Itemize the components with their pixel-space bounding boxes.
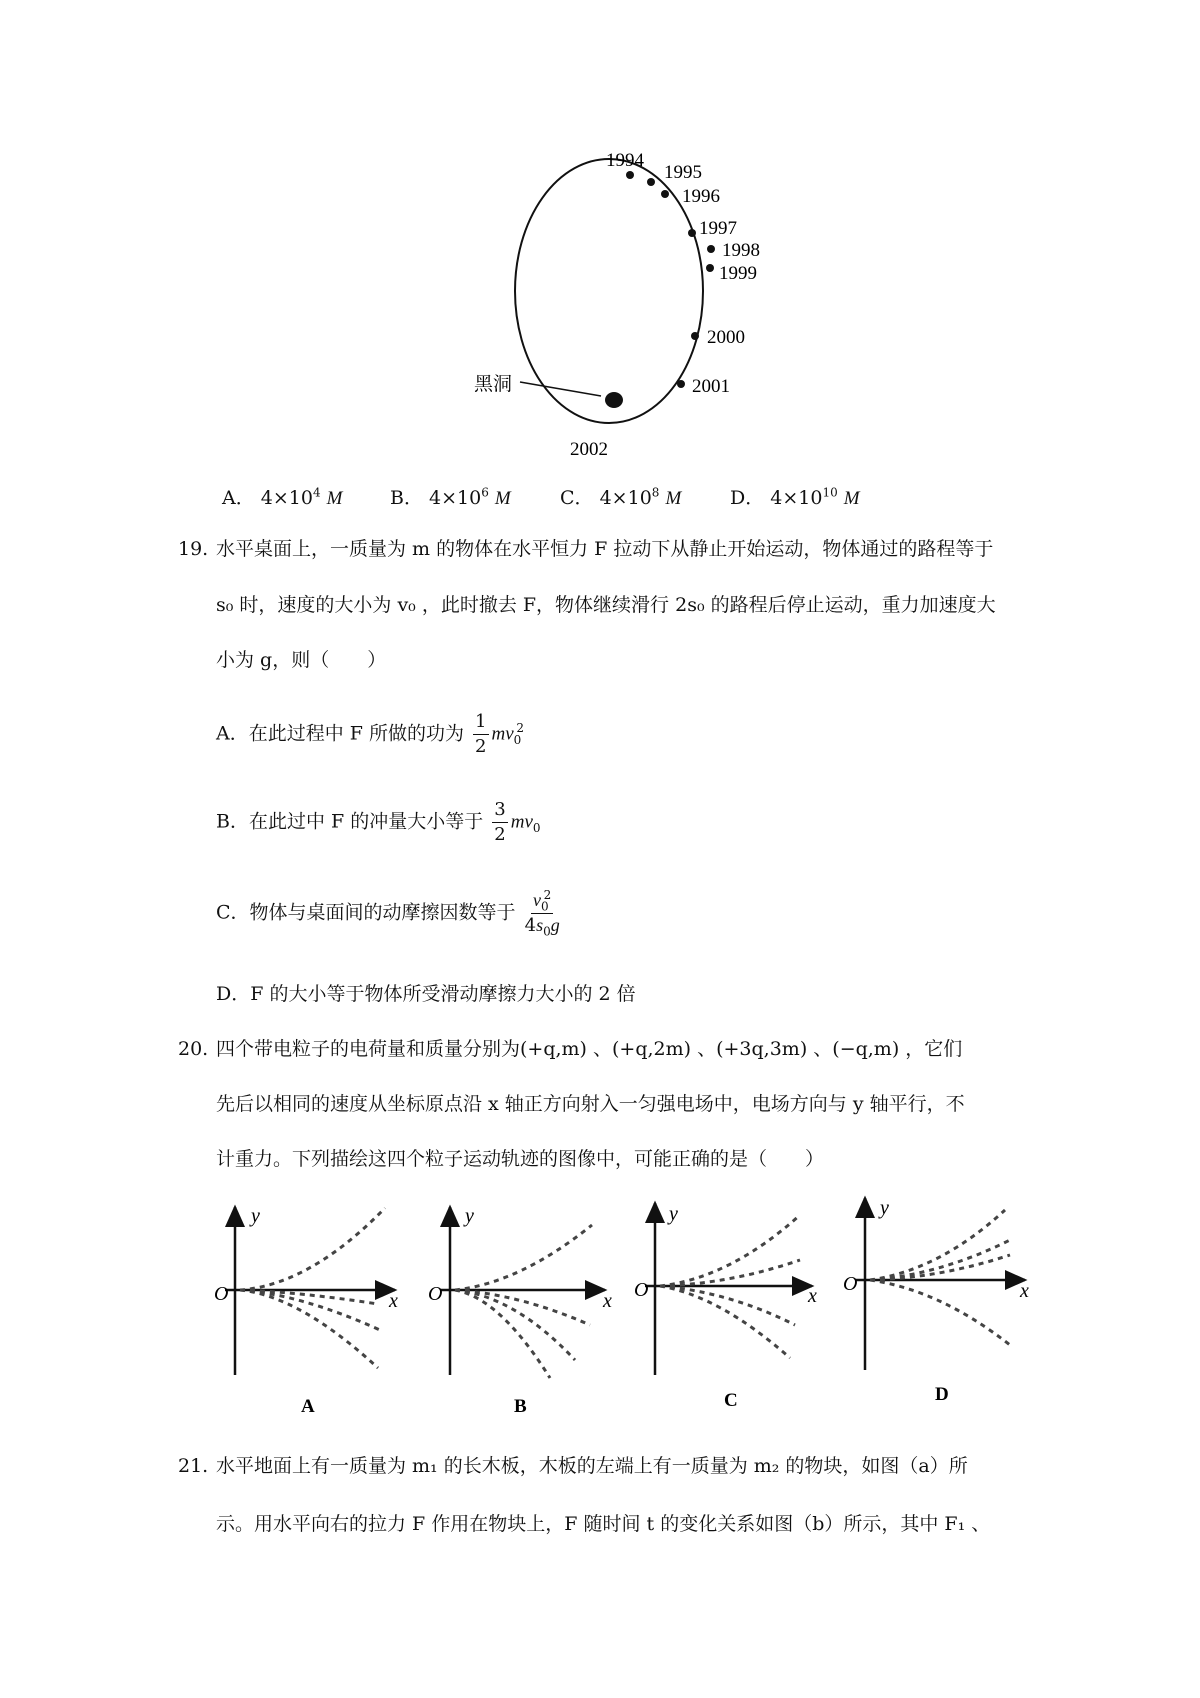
question-number: 21. [178, 1455, 209, 1477]
option-text: F 的大小等于物体所受滑动摩擦力大小的 2 倍 [250, 983, 636, 1005]
x-axis-label: x [389, 1290, 398, 1312]
question-text: 先后以相同的速度从坐标原点沿 x 轴正方向射入一匀强电场中，电场方向与 y 轴平行，不 [216, 1093, 965, 1115]
question-number: 20. [178, 1038, 209, 1060]
option-label: D． [216, 983, 251, 1005]
panel-b[interactable] [428, 1205, 612, 1417]
x-axis-label: x [603, 1290, 612, 1312]
origin-label: O [214, 1283, 229, 1305]
option-coef: 4×10 [599, 487, 652, 509]
question-text: 小为 g，则（ ） [216, 649, 387, 671]
q21-line-2 [216, 1515, 990, 1534]
option-label: C． [560, 487, 594, 509]
option-exp: 8 [651, 485, 660, 500]
option-unit: M [665, 488, 682, 509]
year-label: 1995 [664, 162, 702, 183]
option-label: B． [216, 810, 249, 833]
year-label: 1994 [606, 150, 644, 171]
origin-label: O [634, 1279, 649, 1301]
fraction-three-half: $\frac{3}{2}$ [494, 799, 506, 845]
year-label: 2002 [570, 439, 608, 460]
black-hole-label: 黑洞 [474, 374, 513, 395]
option-exp: 10 [822, 485, 838, 500]
origin-label: O [428, 1283, 443, 1305]
question-text: 计重力。下列描绘这四个粒子运动轨迹的图像中，可能正确的是（ ） [216, 1148, 825, 1170]
question-text: 水平桌面上，一质量为 m 的物体在水平恒力 F 拉动下从静止开始运动，物体通过的路程等于 [216, 538, 994, 560]
panel-c[interactable] [634, 1203, 817, 1411]
option-unit: M [326, 488, 343, 509]
question-text: 示。用水平向右的拉力 F 作用在物块上，F 随时间 t 的变化关系如图（b）所示，其中 F₁ 、 [216, 1513, 991, 1535]
option-coef: 4×10 [260, 487, 313, 509]
option-label: A． [222, 487, 255, 509]
fraction-friction-coefficient: $\frac{v_0^2}{4s_0g}$ [524, 888, 560, 939]
panel-d[interactable] [843, 1197, 1029, 1405]
fraction-one-half: $\frac{1}{2}$ [475, 711, 487, 757]
option-text: 物体与桌面间的动摩擦因数等于 [249, 901, 516, 924]
option-label: D． [730, 487, 765, 509]
question-text: s₀ 时，速度的大小为 v₀ ，此时撤去 F，物体继续滑行 2s₀ 的路程后停止运动，重力加速度大 [216, 594, 996, 616]
y-axis-label: y [251, 1205, 260, 1227]
origin-label: O [843, 1273, 858, 1295]
panel-a[interactable] [214, 1205, 398, 1417]
year-label: 1997 [699, 218, 737, 239]
year-label: 2000 [707, 327, 745, 348]
question-text: 四个带电粒子的电荷量和质量分别为(+q,m) 、(+q,2m) 、(+3q,3m) 、(−q,m) ，它们 [216, 1038, 963, 1060]
option-label: A． [216, 722, 249, 745]
option-label: B． [390, 487, 423, 509]
q19-option-a[interactable]: A．在此过程中 F 所做的功为 $\frac{1}{2}$ $mv_0^2$ [216, 711, 524, 757]
year-label: 1999 [719, 263, 757, 284]
q21-line-1 [178, 1457, 968, 1476]
year-label: 1998 [722, 240, 760, 261]
option-exp: 6 [481, 485, 489, 500]
year-label: 1996 [682, 186, 720, 207]
option-unit: M [494, 488, 511, 509]
year-label: 2001 [692, 376, 730, 397]
q19-option-b[interactable]: B．在此过中 F 的冲量大小等于 $\frac{3}{2}$ $mv_0$ [216, 799, 541, 845]
y-axis-label: y [465, 1205, 474, 1227]
question-number: 19. [178, 538, 209, 560]
option-coef: 4×10 [770, 487, 823, 509]
panel-label: D [935, 1384, 949, 1405]
option-coef: 4×10 [429, 487, 482, 509]
x-axis-label: x [1020, 1280, 1029, 1302]
x-axis-label: x [808, 1285, 817, 1307]
panel-label: B [514, 1396, 527, 1417]
option-text: 在此过程中 F 所做的功为 [248, 722, 464, 745]
option-exp: 4 [312, 485, 321, 500]
question-text: 水平地面上有一质量为 m₁ 的长木板，木板的左端上有一质量为 m₂ 的物块，如图（a）所 [216, 1455, 968, 1477]
option-label: C． [216, 901, 250, 924]
y-axis-label: y [880, 1197, 889, 1219]
panel-label: C [724, 1390, 738, 1411]
y-axis-label: y [669, 1203, 678, 1225]
panel-label: A [301, 1396, 315, 1417]
option-unit: M [843, 488, 860, 509]
option-text: 在此过中 F 的冲量大小等于 [248, 810, 484, 833]
